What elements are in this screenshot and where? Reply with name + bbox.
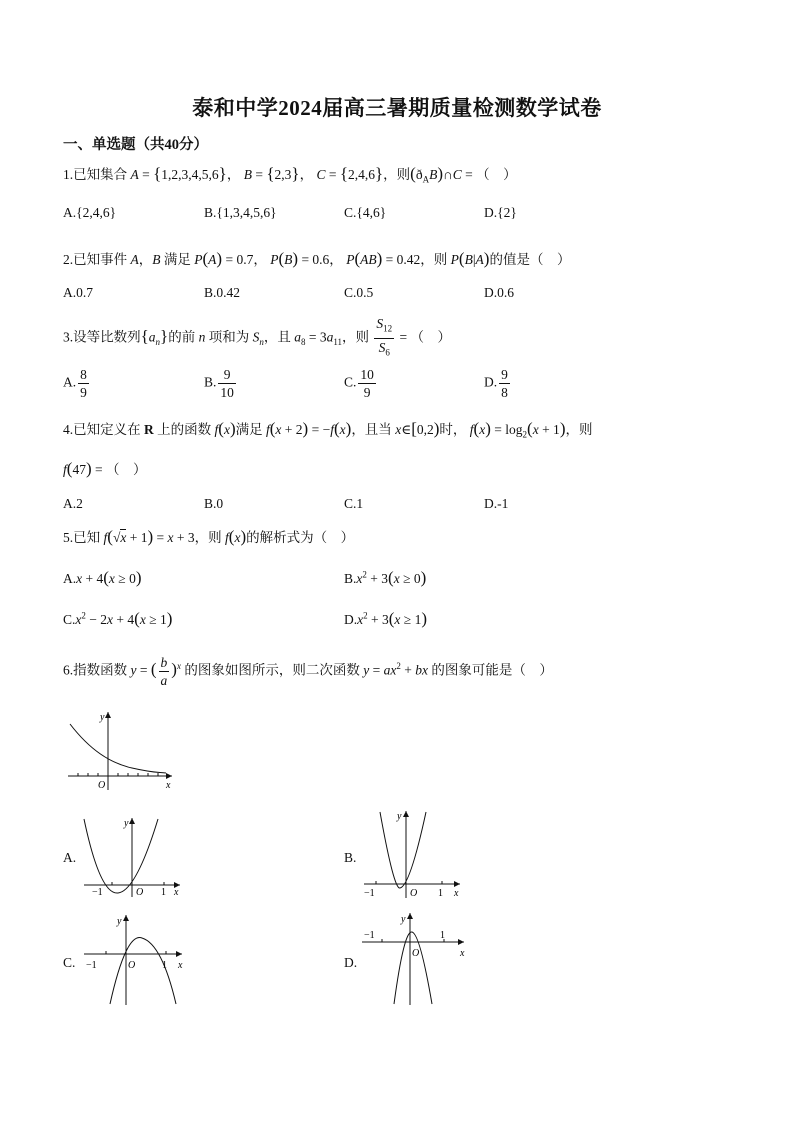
q6-option-d-label[interactable]: D.: [344, 955, 358, 970]
a-y-label: y: [124, 818, 129, 829]
page-title: 泰和中学2024届高三暑期质量检测数学试卷: [192, 96, 602, 120]
exp-x-label: x: [166, 780, 171, 791]
q6-option-a-label[interactable]: A.: [63, 850, 77, 865]
q6-option-c-graph[interactable]: [80, 912, 190, 1007]
b-y-label: y: [397, 811, 402, 822]
q1-option-c[interactable]: C.{4,6}: [344, 205, 387, 220]
q5-option-a[interactable]: A.x + 4(x ≥ 0): [63, 568, 142, 587]
q3-option-b[interactable]: B. $\frac{9}{10}$: [204, 367, 234, 400]
d-x-label: x: [460, 948, 465, 959]
q3-option-a[interactable]: A. $\frac{8}{9}$: [63, 367, 87, 400]
q3-option-d[interactable]: D. $\frac{9}{8}$: [484, 367, 508, 400]
c-origin-label: O: [128, 960, 136, 971]
a-x-label: x: [174, 887, 179, 898]
q5-option-c[interactable]: $C.x^2 - 2x + 4(x \ge 1)$: [63, 609, 173, 628]
q2-option-d[interactable]: D.0.6: [484, 285, 514, 300]
d-y-label: y: [401, 914, 406, 925]
b-x-label: x: [454, 888, 459, 899]
q2-option-a[interactable]: A.0.7: [63, 285, 93, 300]
c-x-label: x: [178, 960, 183, 971]
q4-option-a[interactable]: A.2: [63, 496, 83, 511]
q3-option-c[interactable]: C. $\frac{10}{9}$: [344, 367, 374, 400]
question-6: 6.指数函数 y = ( $\frac{b}{a}$ )$^x$ 的图象如图所示，则二次函数 $y = ax^2$ + bx 的图象可能是（ ）: [63, 655, 553, 688]
b-neg1-label: −1: [364, 888, 375, 899]
q5-option-b[interactable]: $B.x^2 + 3(x \ge 0)$: [344, 568, 427, 587]
q2-option-b[interactable]: B.0.42: [204, 285, 241, 300]
exponential-graph: [62, 708, 177, 796]
question-4: 4.已知定义在 R 上的函数 f(x)满足 f(x + 2) = −f(x)，且当 x∈[0,2)时， $f(x) = \log_2(x + 1)$，则: [63, 419, 593, 440]
exp-y-label: y: [100, 712, 105, 723]
q6-option-d-graph[interactable]: [360, 910, 470, 1007]
b-origin-label: O: [410, 888, 418, 899]
q1-option-b[interactable]: B.{1,3,4,5,6}: [204, 205, 277, 220]
q4-option-d[interactable]: D.-1: [484, 496, 509, 511]
q6-option-a-graph[interactable]: [80, 815, 190, 900]
q5-option-d[interactable]: $D.x^2 + 3(x \ge 1)$: [344, 609, 428, 628]
question-3: 3.设等比数列$\{a_n\}$的前 n 项和为 $S_n$，且 $a_8 = 3a_{11}$，则 $\frac{S_{12}}{S_6}$ = （ ）: [63, 316, 452, 358]
a-neg1-label: −1: [92, 887, 103, 898]
question-1: 1.已知集合 A = {1,2,3,4,5,6}， B = {2,3}， C = {2,4,6}，则$(ð_AB)\cap C$ = （ ）: [63, 164, 517, 185]
question-5: 5.已知 f(√x + 1) = x + 3，则 f(x)的解析式为（ ）: [63, 527, 355, 546]
d-origin-label: O: [412, 948, 420, 959]
q1-option-d[interactable]: D.{2}: [484, 205, 517, 220]
section-heading: 一、单选题（共40分）: [63, 137, 208, 153]
q4-option-c[interactable]: C.1: [344, 496, 364, 511]
d-one-label: 1: [440, 930, 445, 941]
b-one-label: 1: [438, 888, 443, 899]
a-origin-label: O: [136, 887, 144, 898]
question-4-line2: f(47) = （ ）: [63, 459, 147, 478]
q6-option-c-label[interactable]: C.: [63, 955, 76, 970]
question-2: 2.已知事件 A，B 满足 P(A) = 0.7， P(B) = 0.6， P(AB) = 0.42，则 P(B|A)的值是（ ）: [63, 249, 571, 268]
q2-option-c[interactable]: C.0.5: [344, 285, 374, 300]
c-neg1-label: −1: [86, 960, 97, 971]
q6-option-b-graph[interactable]: [360, 808, 470, 900]
q6-option-b-label[interactable]: B.: [344, 850, 357, 865]
q4-option-b[interactable]: B.0: [204, 496, 224, 511]
exp-origin-label: O: [98, 780, 106, 791]
c-y-label: y: [117, 916, 122, 927]
q1-option-a[interactable]: A.{2,4,6}: [63, 205, 117, 220]
a-one-label: 1: [161, 887, 166, 898]
c-one-label: 1: [162, 960, 167, 971]
d-neg1-label: −1: [364, 930, 375, 941]
